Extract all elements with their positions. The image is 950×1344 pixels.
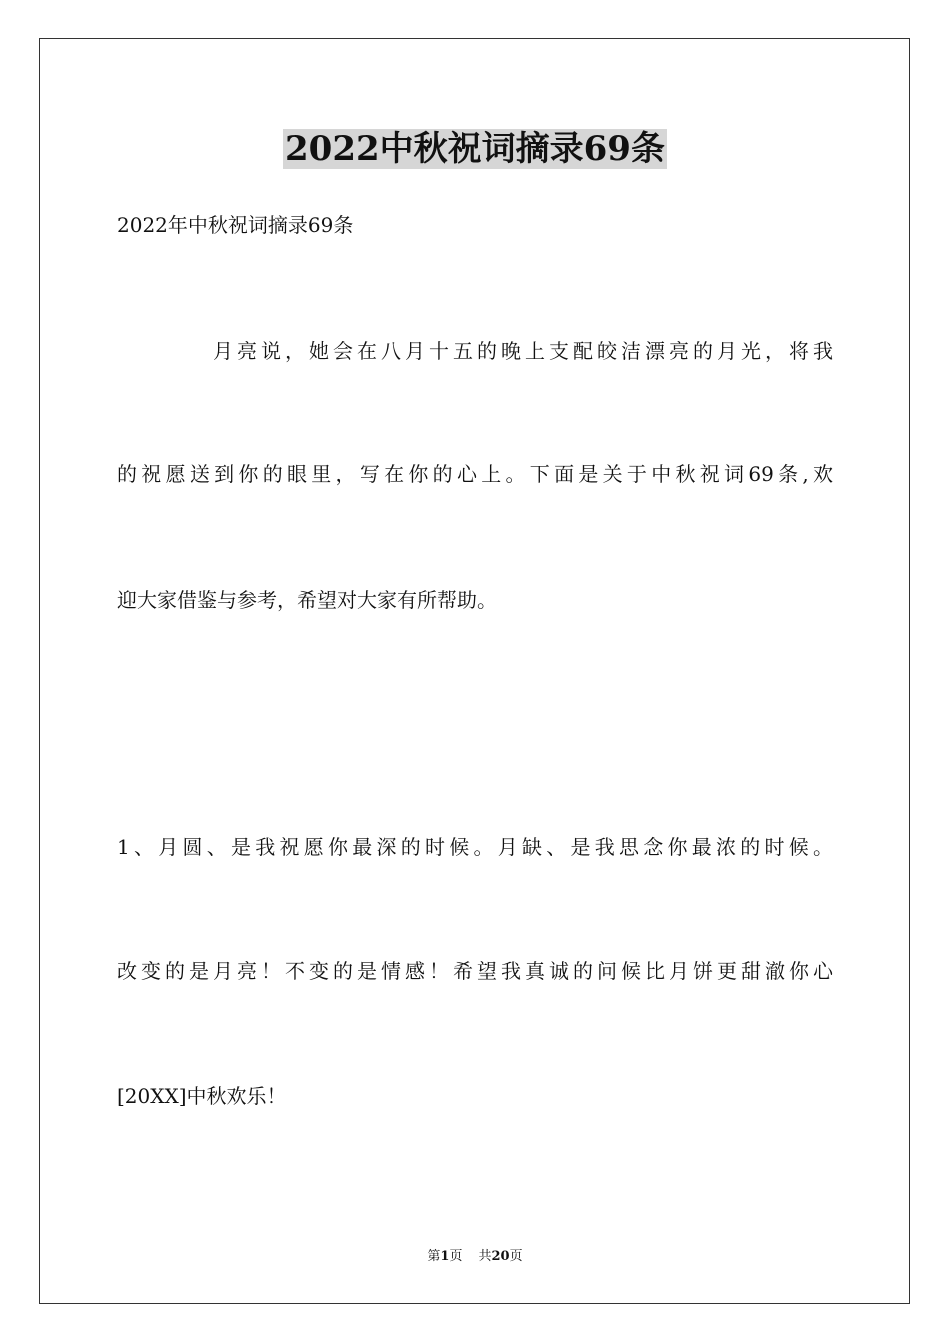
total-prefix: 共 <box>478 1249 492 1264</box>
total-suffix: 页 <box>509 1249 523 1264</box>
document-title <box>0 127 950 171</box>
item-1-line-2: 改变的是月亮！不变的是情感！希望我真诚的问候比月饼更甜澈你心 <box>117 959 833 983</box>
document-subtitle: 2022年中秋祝词摘录69条 <box>117 213 354 237</box>
page-footer <box>0 1248 950 1266</box>
item-1-line-1: 1、月圆、是我祝愿你最深的时候。月缺、是我思念你最浓的时候。 <box>117 835 833 859</box>
intro-line-1: 月亮说，她会在八月十五的晚上支配皎洁漂亮的月光，将我 <box>213 339 833 363</box>
page-suffix: 页 <box>449 1249 463 1264</box>
total-pages: 20 <box>491 1249 510 1264</box>
intro-line-3: 迎大家借鉴与参考，希望对大家有所帮助。 <box>117 588 497 612</box>
document-title-text: 2022中秋祝词摘录69条 <box>285 129 665 169</box>
intro-line-2: 的祝愿送到你的眼里，写在你的心上。下面是关于中秋祝词69条,欢 <box>117 462 833 486</box>
page-number: 1 <box>440 1249 450 1264</box>
page-prefix: 第 <box>427 1249 441 1264</box>
item-1-line-3: [20XX]中秋欢乐！ <box>117 1084 287 1108</box>
